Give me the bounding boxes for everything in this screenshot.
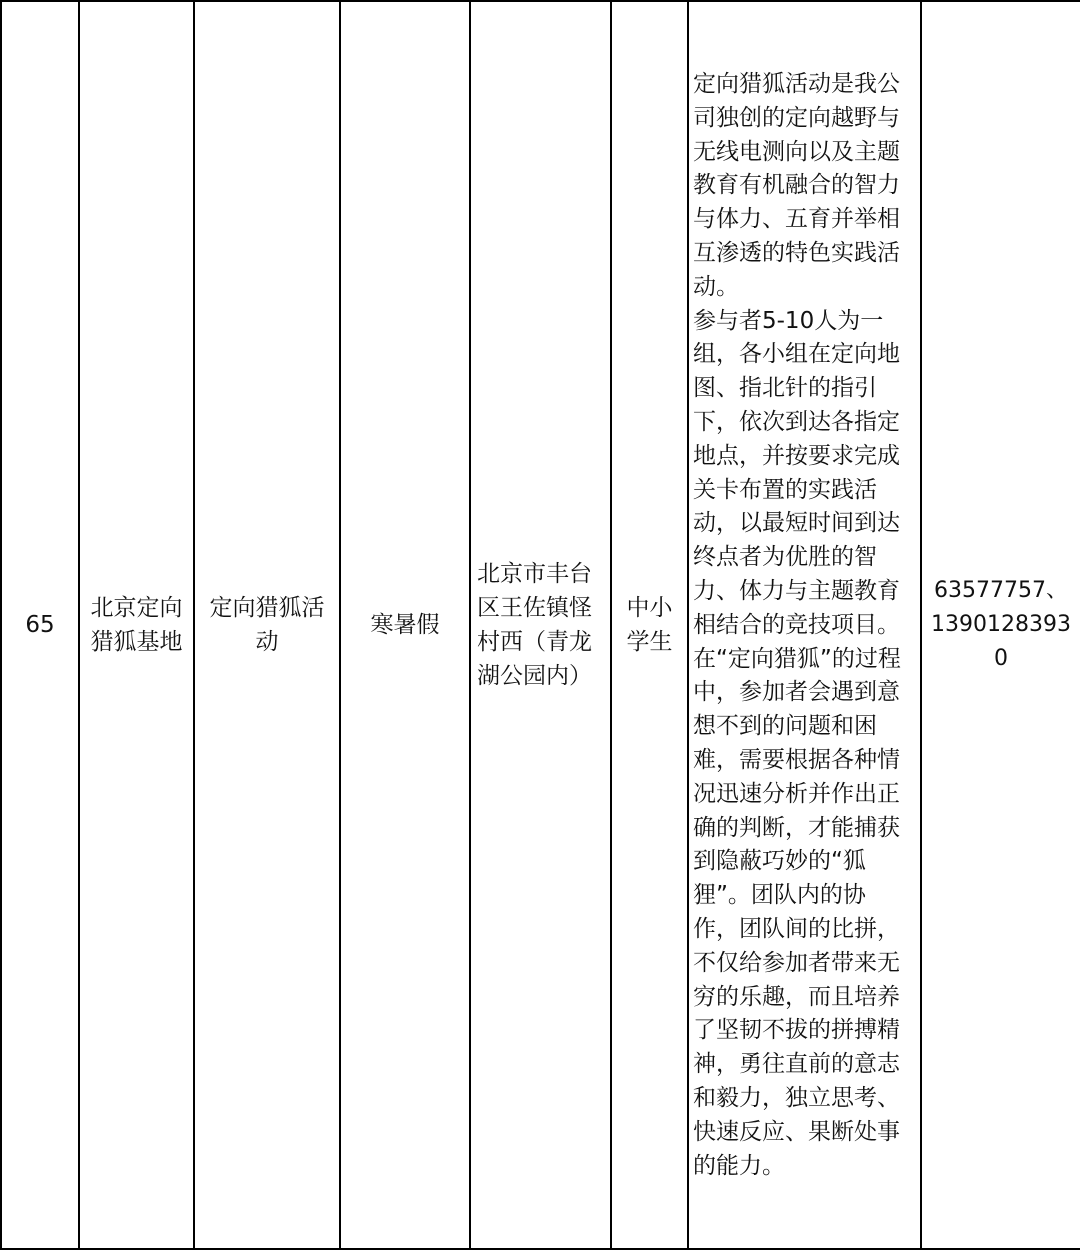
contact-phone: 63577757、13901283930 (931, 578, 1071, 671)
activity-period: 寒暑假 (370, 612, 440, 638)
address-cell (470, 1, 611, 1249)
organization-name: 北京定向猎狐基地 (90, 595, 183, 655)
activity-name: 定向猎狐活动 (209, 595, 325, 655)
row-index: 65 (25, 612, 55, 638)
audience-cell (611, 1, 688, 1249)
index-cell (1, 1, 79, 1249)
description-cell (688, 1, 921, 1249)
activity-address: 北京市丰台区王佐镇怪村西（青龙湖公园内） (477, 561, 592, 689)
table-row (1, 1, 1080, 1249)
phone-cell (921, 1, 1080, 1249)
activity-description: 定向猎狐活动是我公司独创的定向越野与无线电测向以及主题教育有机融合的智力与体力、五育并举相互渗透的特色实践活动。 参与者5-10人为一组，各小组在定向地图、指北针的指引下，依次到达各指定地点，并按要求完成关卡布置的实践活动，以最短时间到达终点者为优胜的智力、体力与主题教育相结合的竞技项目。 在“定向猎狐”的过程中，参加者会遇到意想不到的问题和困难，需要根据各种情况迅速分析并作出正确的判断，才能捕获到隐蔽巧妙的“狐狸”。团队内的协作，团队间的比拼，不仅给参加者带来无穷的乐趣，而且培养了坚韧不拔的拼搏精神，勇往直前的意志和毅力，独立思考、快速反应、果断处事的能力。 (693, 71, 901, 1179)
period-cell (340, 1, 470, 1249)
organization-cell (79, 1, 194, 1249)
target-audience: 中小学生 (626, 595, 673, 655)
activity-cell (194, 1, 340, 1249)
